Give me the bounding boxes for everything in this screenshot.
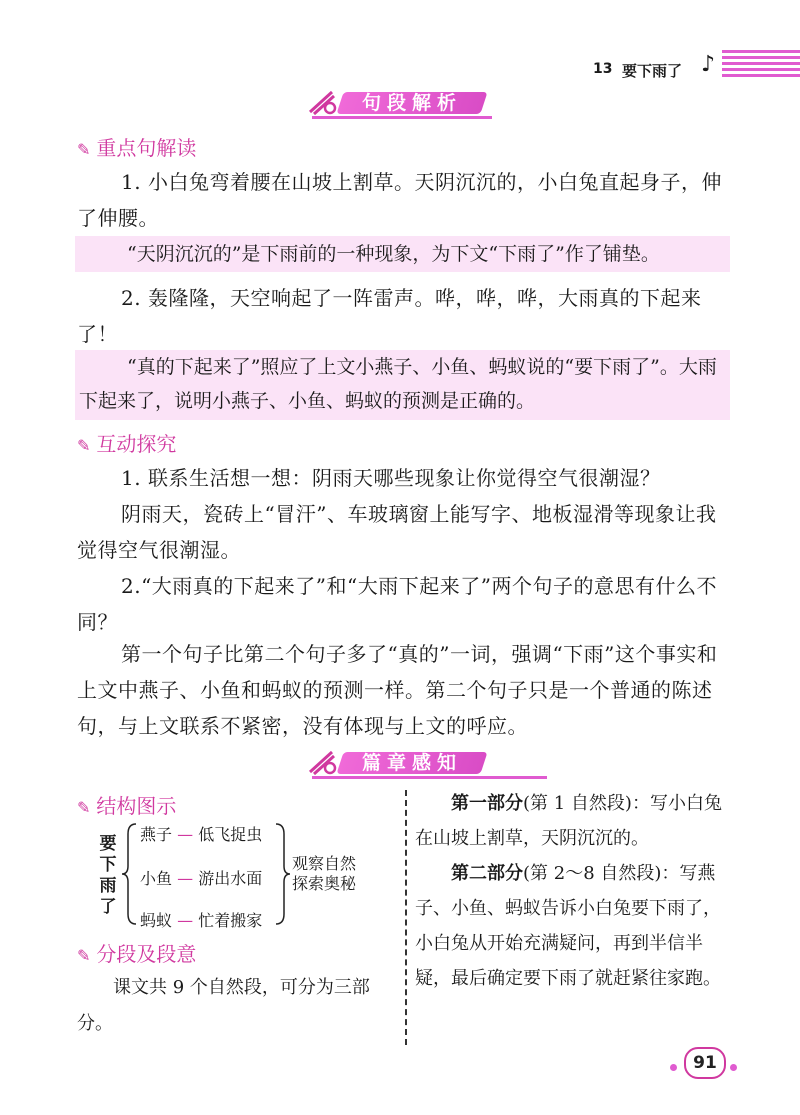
banner-chapter-perception xyxy=(292,748,552,778)
page-number: 91 xyxy=(684,1047,726,1079)
heading-interactive: ✎ 互动探究 xyxy=(77,432,177,456)
heading-paragraphs: ✎ 分段及段意 xyxy=(77,942,197,966)
sentence-1-note: “天阴沉沉的”是下雨前的一种现象，为下文“下雨了”作了铺垫。 xyxy=(127,243,660,265)
question-1: 1. 联系生活想一想：阴雨天哪些现象让你觉得空气很潮湿？ xyxy=(121,466,661,490)
pencil-icon: ✎ xyxy=(77,798,91,817)
note-box-2 xyxy=(75,350,730,420)
lesson-title: 要下雨了 xyxy=(622,62,683,80)
diagram-root: 要 下 雨 了 xyxy=(99,834,117,917)
banner-title: 句段解析 xyxy=(362,92,463,114)
pencil-icon: ✎ xyxy=(77,140,91,159)
banner-title: 篇章感知 xyxy=(362,752,463,774)
part-2-text: (第 2～8 自然段)：写燕子、小鱼、蚂蚁告诉小白兔要下雨了，小白兔从开始充满疑问，再到半信半疑，最后确定要下雨了就赶紧往家跑。 xyxy=(415,863,721,989)
heading-structure: ✎ 结构图示 xyxy=(77,794,177,818)
decor-dot xyxy=(670,1064,677,1071)
diagram-summary: 观察自然 探索奥秘 xyxy=(292,854,357,893)
row-ant: 蚂蚁 — 忙着搬家 xyxy=(140,911,263,930)
sentence-2: 2. 轰隆隆，天空响起了一阵雷声。哗，哗，哗，大雨真的下起来了！ xyxy=(77,286,702,346)
decor-dot xyxy=(730,1064,737,1071)
heading-key-sentences: ✎ 重点句解读 xyxy=(77,136,197,160)
pen-cross-icon xyxy=(306,748,338,776)
part-2-label: 第二部分 xyxy=(451,863,523,884)
pencil-icon: ✎ xyxy=(77,436,91,455)
music-note-icon: ♪ xyxy=(700,52,716,77)
left-brace xyxy=(120,820,140,928)
question-2: 2.“大雨真的下起来了”和“大雨下起来了”两个句子的意思有什么不同？ xyxy=(77,574,717,634)
pencil-icon: ✎ xyxy=(77,946,91,965)
part-1 xyxy=(415,786,725,856)
banner-sentence-analysis xyxy=(292,88,502,118)
part-1-text: (第 1 自然段)：写小白兔在山坡上割草，天阴沉沉的。 xyxy=(415,793,722,849)
part-1-label: 第一部分 xyxy=(451,793,523,814)
pen-cross-icon xyxy=(306,88,338,116)
lesson-number: 13 xyxy=(593,61,613,77)
part-2 xyxy=(415,856,725,996)
sentence-2-note: “真的下起来了”照应了上文小燕子、小鱼、蚂蚁说的“要下雨了”。大雨下起来了，说明小燕子、小鱼、蚂蚁的预测是正确的。 xyxy=(79,356,717,412)
row-swallow: 燕子 — 低飞捉虫 xyxy=(140,825,263,844)
column-divider xyxy=(405,790,407,1045)
header-stripes xyxy=(722,50,800,80)
structure-diagram xyxy=(96,820,386,930)
paragraph-intro: 课文共 9 个自然段，可分为三部分。 xyxy=(77,977,370,1034)
sentence-1: 1. 小白兔弯着腰在山坡上割草。天阴沉沉的，小白兔直起身子，伸了伸腰。 xyxy=(77,170,722,230)
note-box-1 xyxy=(75,236,730,272)
row-fish: 小鱼 — 游出水面 xyxy=(140,869,263,888)
answer-1: 阴雨天，瓷砖上“冒汗”、车玻璃窗上能写字、地板湿滑等现象让我觉得空气很潮湿。 xyxy=(77,502,717,562)
right-brace xyxy=(272,820,292,928)
answer-2: 第一个句子比第二个句子多了“真的”一词，强调“下雨”这个事实和上文中燕子、小鱼和蚂蚁的预测一样。第二个句子只是一个普通的陈述句，与上文联系不紧密，没有体现与上文的呼应。 xyxy=(77,642,718,738)
